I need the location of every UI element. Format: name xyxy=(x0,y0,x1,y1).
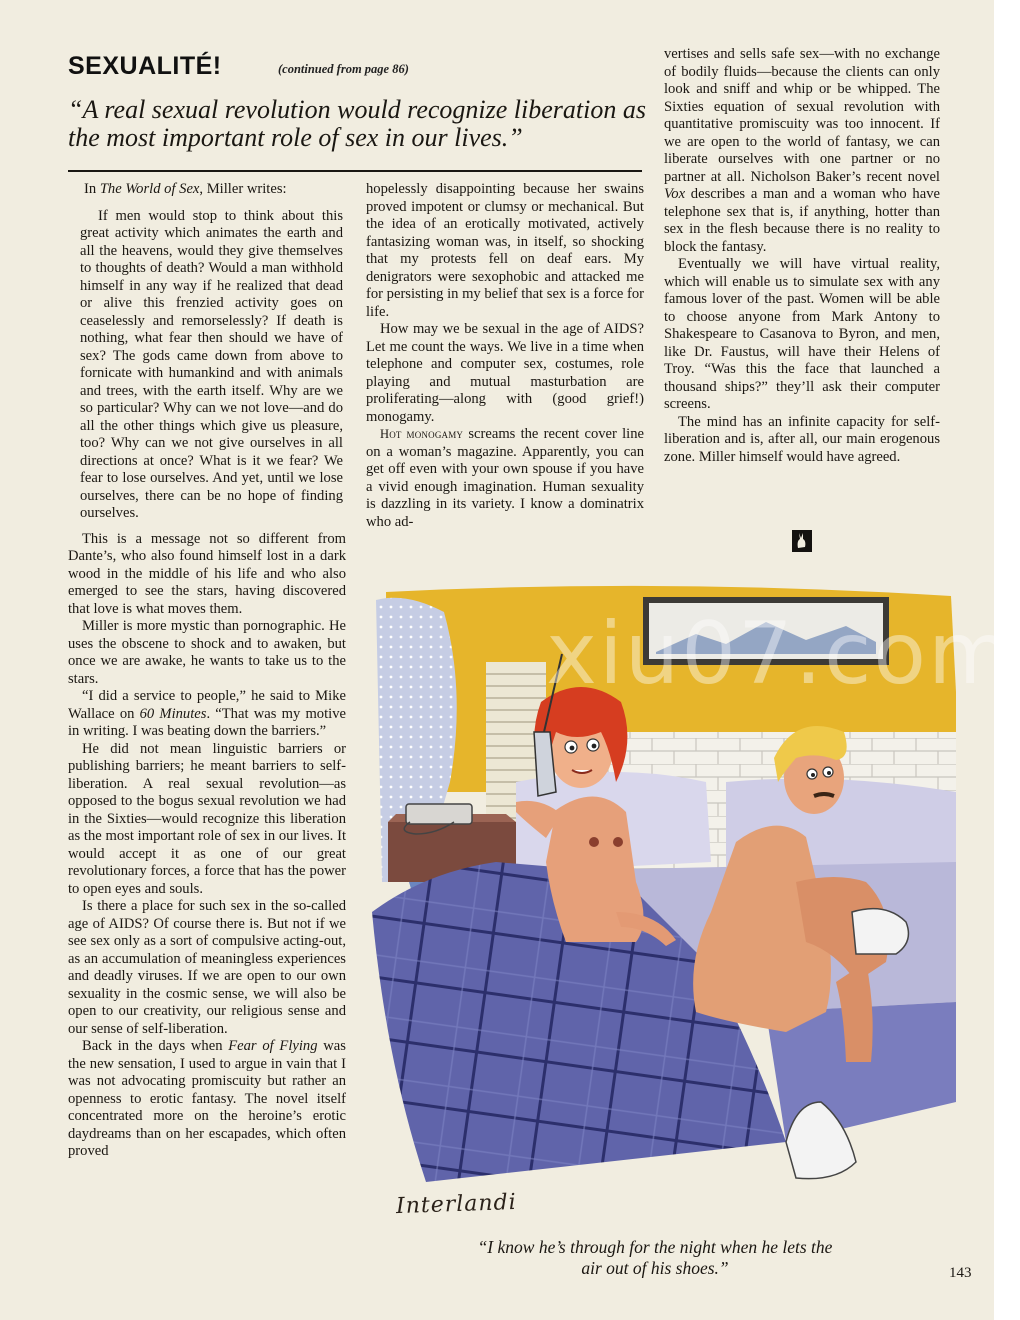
page-number: 143 xyxy=(949,1265,972,1281)
intro-paragraph xyxy=(68,181,346,199)
watermark: xiu07.com xyxy=(546,604,1014,704)
paragraph xyxy=(68,688,346,741)
intro-suffix: , Miller writes: xyxy=(199,181,287,197)
paragraph: hopelessly disappointing because her swains proved impotent or clumsy or mechanical. But the idea of an erotically motivated, actively fantasizing woman was, in itself, so shocking that my protests fell on deaf ears. My denigrators were sexophobic and attacked me for persisting in my belief that sex is a force for life. xyxy=(366,181,645,320)
show-title: 60 Minutes xyxy=(139,705,207,722)
artist-signature: Interlandi xyxy=(395,1189,518,1220)
paragraph xyxy=(68,1038,346,1161)
quote-paragraph: If men would stop to think about this great activity which animates the earth and all the heavens, would they give themselves to thoughts of death? Would a man withhold himself in any way if he realized that dead or alive this frenzied activity goes on ceaselessly and remorselessly? If death is nothing, what fear then should we have of sex? The gods came down from above to fornicate with humankind and with animals and trees, with the earth itself. Why are we so particular? Why can we not love—and do all the other things which give us pleasure, too? Why can we not give ourselves in all directions at once? What is it we fear? We fear to lose ourselves. And yet, until we lose ourselves, there can be no hope of finding ourselves. xyxy=(80,207,343,521)
paragraph xyxy=(664,46,940,256)
text-run: vertises and sells safe sex—with no exchange of bodily fluids—because the clients can only look and sniff and whip or be whipped. The Sixties equation of sexual revolution with quantitative promiscuity was too innocent. If we are open to the world of fantasy, we can liberate ourselves with one partner or no partner at all. Nicholson Baker’s recent novel xyxy=(664,46,940,185)
text-column-3 xyxy=(664,46,940,466)
paragraph: How may we be sexual in the age of AIDS? Let me count the ways. We live in a time when telephone and computer sex, costumes, role playing and mutual masturbation are proliferating—along with (good grief!) monogamy. xyxy=(366,321,644,425)
intro-prefix: In xyxy=(84,181,100,197)
text-run: was the new sensation, I used to argue in vain that I was not advocating promiscuity but rather an openness to erotic fantasy. The novel itself concentrated more on the heroine’s erotic daydreams than on her escapades, which often proved xyxy=(68,1038,346,1159)
paragraph: Eventually we will have virtual reality, which will enable us to simulate sex with any famous lover of the past. Women will be able to choose anyone from Mark Antony to Shakespeare to Casanova to Byron, and men, like Dr. Faustus, will have their Helens of Troy. “Was this the face that launched a thousand ships?” they’ll ask their computer screens. xyxy=(664,256,940,412)
continued-note: (continued from page 86) xyxy=(278,62,409,76)
section-kicker: SEXUALITÉ! xyxy=(68,52,222,80)
text-run: . “That was my motive in writing. I was beating down the barriers.” xyxy=(68,705,346,739)
header-rule xyxy=(68,170,642,172)
book-title: Vox xyxy=(664,186,686,202)
text-run: describes a man and a woman who have telephone sex that is, if anything, hotter than sex in the flesh because there is no reality to block the fantasy. xyxy=(664,186,940,255)
pull-quote: “A real sexual revolution would recognize liberation as the most important role of sex in our lives.” xyxy=(68,95,646,152)
paragraph: The mind has an infinite capacity for self-liberation and is, after all, our main erogenous zone. Miller himself would have agreed. xyxy=(664,413,940,465)
text-run: Back in the days when xyxy=(82,1038,229,1054)
small-caps-lead: Hot monogamy xyxy=(380,427,464,441)
book-title: Fear of Flying xyxy=(228,1038,318,1054)
text-column-2 xyxy=(366,181,644,531)
paragraph xyxy=(366,426,644,531)
text-run: “I did a service to people,” he said to Mike Wallace on xyxy=(68,688,346,722)
paragraph: Is there a place for such sex in the so-called age of AIDS? Of course there is. But not if we see sex only as a sort of compulsive acting-out, as an accumulation of meaningless experiences and deadly viruses. If we are open to our own sexuality in the cosmic sense, we will also be open to our creativity, our religious sense and our sense of self-liberation. xyxy=(68,898,346,1037)
text-run: screams the recent cover line on a woman’s magazine. Apparently, you can get off even with your own spouse if you have a vivid enough imagination. Human sexuality is dazzling in its variety. I know a dominatrix who ad- xyxy=(366,426,644,530)
cartoon-caption: “I know he’s through for the night when he lets the air out of his shoes.” xyxy=(477,1237,833,1278)
block-quote xyxy=(80,208,343,523)
paragraph: This is a message not so different from Dante’s, who also found himself lost in a dark wood in the middle of his life and who also emerged to see the stars, having discovered that love is what moves them. xyxy=(68,530,346,617)
bunny-end-mark-icon xyxy=(792,530,812,552)
paragraph: Miller is more mystic than pornographic. He uses the obscene to shock and to awaken, but once we are awake, he wants to take us to the stars. xyxy=(68,618,346,687)
paragraph: He did not mean linguistic barriers or publishing barriers; he meant barriers to self-liberation. A real sexual revolution—as opposed to the bogus sexual revolution we had in the Sixties—would recognize this liberation as the most important role of sex in our lives. It would accept it as one of our great revolutionary forces, a force that has the power to open eyes and souls. xyxy=(68,740,346,897)
book-title: The World of Sex xyxy=(99,181,200,197)
text-column-1 xyxy=(68,181,346,1161)
